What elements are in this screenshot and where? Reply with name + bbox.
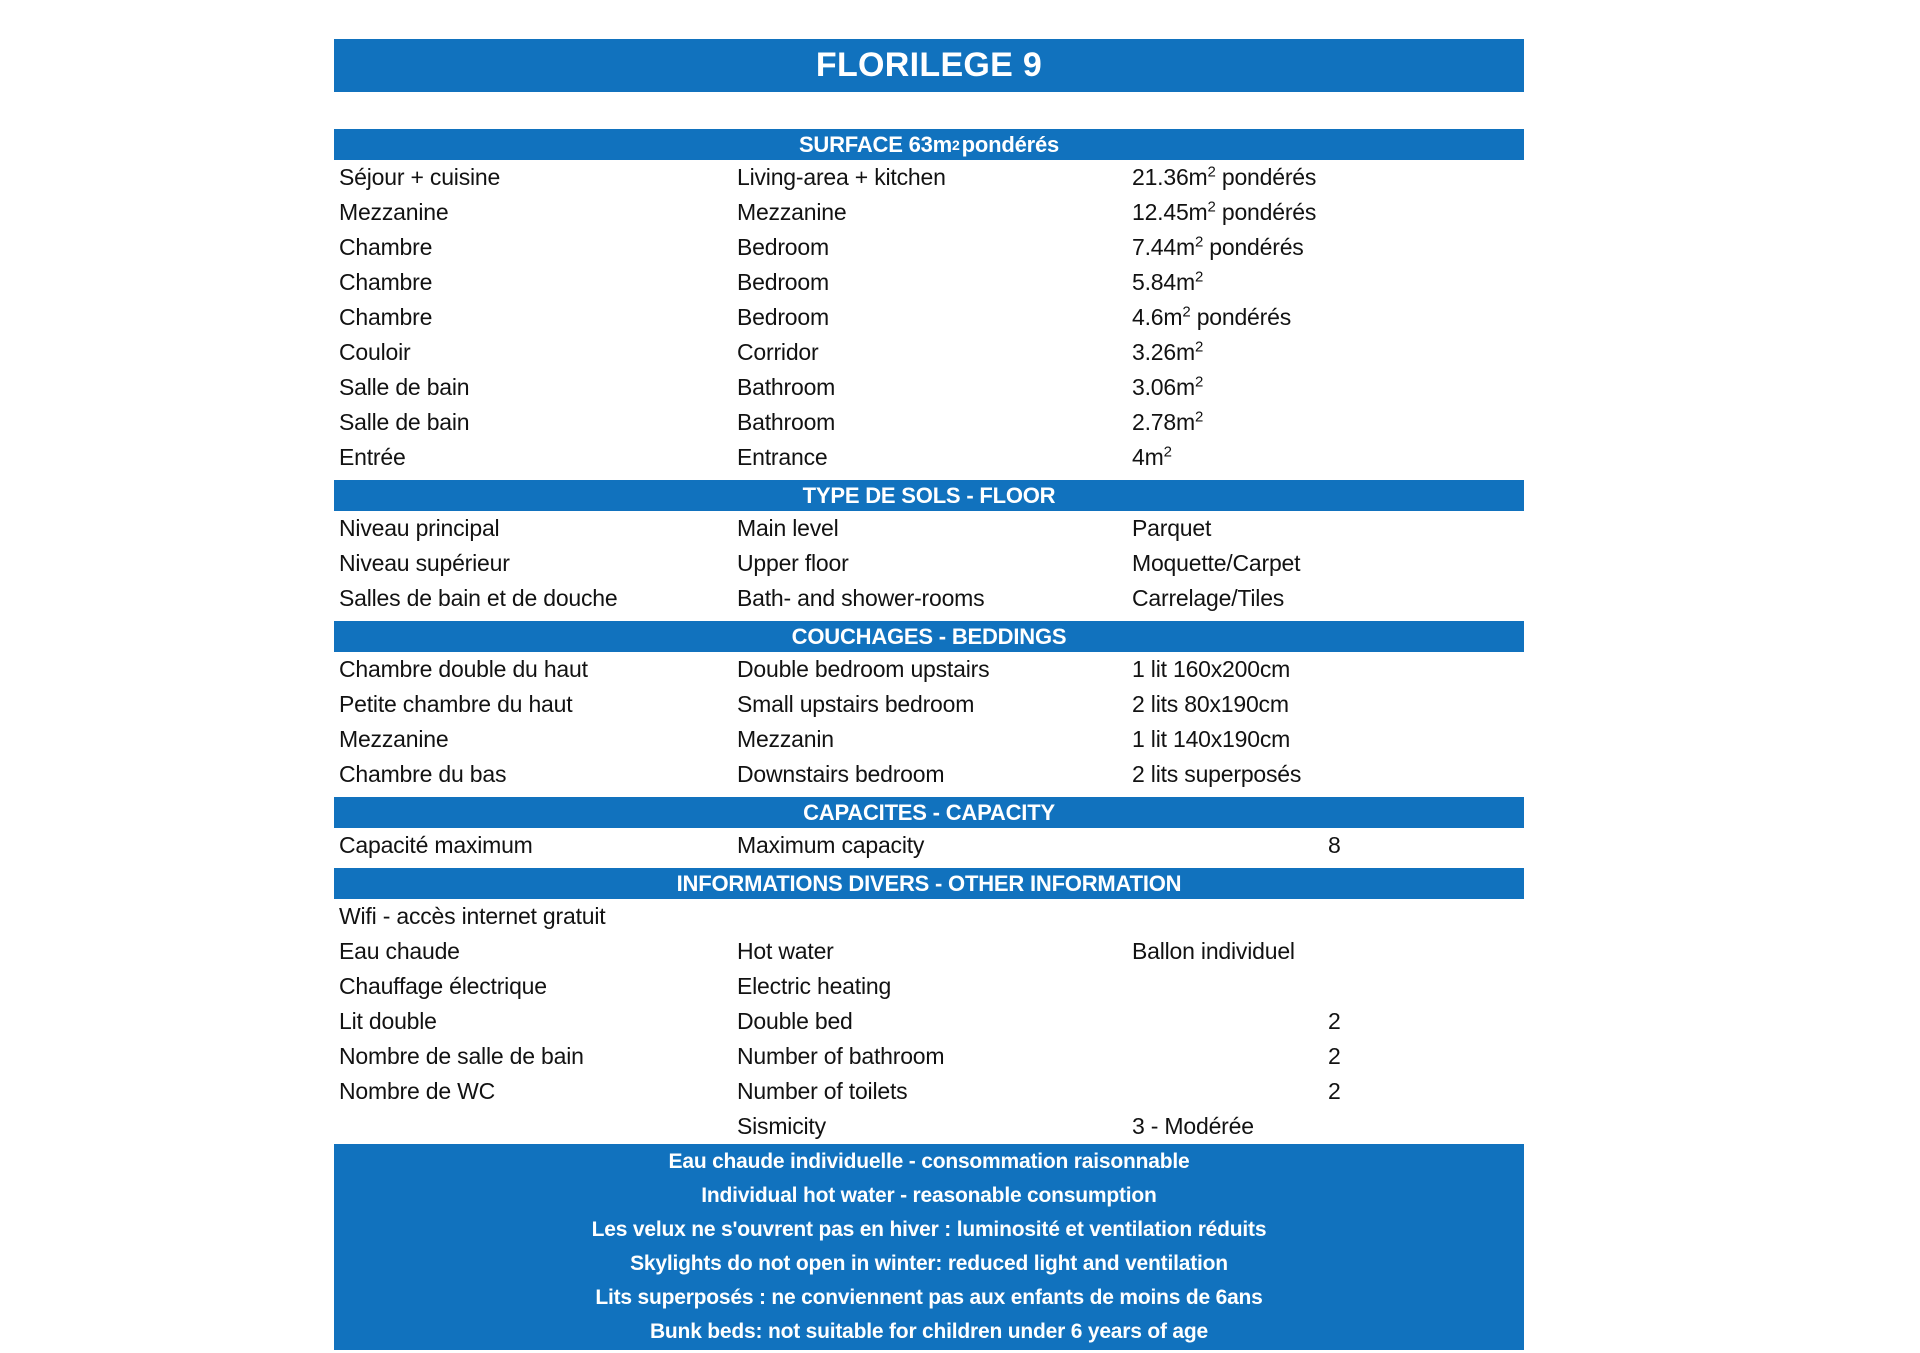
- cell-count: 8: [1328, 832, 1341, 858]
- cell-label-fr: Salles de bain et de douche: [339, 585, 618, 611]
- cell-label-en: Electric heating: [737, 973, 892, 999]
- cell-label-en: Sismicity: [737, 1113, 826, 1139]
- cell-count: 2: [1328, 1078, 1341, 1104]
- cell-value: Parquet: [1132, 515, 1212, 541]
- cell-label-fr: Petite chambre du haut: [339, 691, 573, 717]
- cell-value: 1 lit 160x200cm: [1132, 656, 1291, 682]
- section-header: TYPE DE SOLS - FLOOR: [334, 480, 1524, 511]
- cell-label-fr: Entrée: [339, 444, 406, 470]
- cell-value: 3 - Modérée: [1132, 1113, 1254, 1139]
- cell-value: 2 lits superposés: [1132, 761, 1302, 787]
- section-header: INFORMATIONS DIVERS - OTHER INFORMATION: [334, 868, 1524, 899]
- cell-label-en: Double bedroom upstairs: [737, 656, 990, 682]
- cell-label-en: Entrance: [737, 444, 828, 470]
- cell-label-fr: Chambre du bas: [339, 761, 507, 787]
- table-row: [334, 581, 1524, 616]
- cell-label-fr: Niveau principal: [339, 515, 500, 541]
- cell-label-en: Bedroom: [737, 234, 829, 260]
- cell-label-en: Bath- and shower-rooms: [737, 585, 985, 611]
- footer-line: Bunk beds: not suitable for children under 6 years of age: [649, 1320, 1209, 1343]
- cell-label-en: Double bed: [737, 1008, 853, 1034]
- cell-value: $2.78m^2$: [1132, 408, 1204, 435]
- table-row: [334, 934, 1524, 969]
- table-row: [334, 405, 1524, 440]
- section-rows: [334, 511, 1524, 616]
- section-header: COUCHAGES - BEDDINGS: [334, 621, 1524, 652]
- page-title: FLORILEGE 9: [815, 46, 1043, 84]
- cell-label-en: Bedroom: [737, 304, 829, 330]
- table-row: [334, 335, 1524, 370]
- cell-value: $7.44m^2$ pondérés: [1132, 233, 1304, 260]
- section-header: SURFACE 63m 2 pondérés: [334, 129, 1524, 160]
- table-row: [334, 1039, 1524, 1074]
- table-row: [334, 1074, 1524, 1109]
- cell-value: $21.36m^2$ pondérés: [1132, 163, 1317, 190]
- cell-label-fr: Chambre: [339, 234, 433, 260]
- footer-line: Lits superposés : ne conviennent pas aux enfants de moins de 6ans: [595, 1286, 1263, 1309]
- table-row: [334, 511, 1524, 546]
- cell-label-fr: Chauffage électrique: [339, 973, 547, 999]
- table-row: [334, 546, 1524, 581]
- cell-label-en: Small upstairs bedroom: [737, 691, 975, 717]
- cell-label-fr: Mezzanine: [339, 199, 449, 225]
- table-row: [334, 195, 1524, 230]
- cell-label-en: Upper floor: [737, 550, 849, 576]
- cell-label-en: Corridor: [737, 339, 819, 365]
- cell-label-fr: Lit double: [339, 1008, 437, 1034]
- cell-label-en: Living-area + kitchen: [737, 164, 946, 190]
- cell-value: 1 lit 140x190cm: [1132, 726, 1291, 752]
- cell-label-fr: Salle de bain: [339, 374, 470, 400]
- cell-count: 2: [1328, 1043, 1341, 1069]
- cell-label-fr: Chambre: [339, 304, 433, 330]
- cell-value: $3.26m^2$: [1132, 338, 1204, 365]
- cell-label-fr: Chambre double du haut: [339, 656, 588, 682]
- table-row: [334, 300, 1524, 335]
- cell-value: Carrelage/Tiles: [1132, 585, 1285, 611]
- property-sheet: [334, 39, 1524, 1350]
- cell-value: $12.45m^2$ pondérés: [1132, 198, 1317, 225]
- cell-label-fr: Salle de bain: [339, 409, 470, 435]
- cell-label-fr: Capacité maximum: [339, 832, 533, 858]
- cell-value: Ballon individuel: [1132, 938, 1295, 964]
- cell-value: Moquette/Carpet: [1132, 550, 1301, 576]
- table-row: [334, 969, 1524, 1004]
- title-banner: [334, 39, 1524, 92]
- cell-label-en: Number of bathroom: [737, 1043, 945, 1069]
- section-rows: [334, 160, 1524, 475]
- table-row: [334, 828, 1524, 863]
- table-row: [334, 230, 1524, 265]
- cell-label-en: Maximum capacity: [737, 832, 925, 858]
- table-row: [334, 370, 1524, 405]
- cell-label-fr: Eau chaude: [339, 938, 460, 964]
- footer-line: Eau chaude individuelle - consommation raisonnable: [668, 1150, 1190, 1173]
- cell-label-en: Mezzanine: [737, 199, 847, 225]
- section-header: CAPACITES - CAPACITY: [334, 797, 1524, 828]
- cell-value: $3.06m^2$: [1132, 373, 1204, 400]
- footer-note: [334, 1144, 1524, 1350]
- cell-value: 2 lits 80x190cm: [1132, 691, 1289, 717]
- sections: [334, 129, 1524, 1144]
- table-row: [334, 265, 1524, 300]
- footer-line: Skylights do not open in winter: reduced light and ventilation: [630, 1252, 1228, 1275]
- cell-label-fr: Nombre de salle de bain: [339, 1043, 584, 1069]
- section-rows: [334, 652, 1524, 792]
- table-row: [334, 160, 1524, 195]
- table-row: [334, 440, 1524, 475]
- section-rows: [334, 828, 1524, 863]
- cell-label-en: Mezzanin: [737, 726, 834, 752]
- cell-value: $4m^2$: [1132, 443, 1172, 470]
- cell-label-fr: Niveau supérieur: [339, 550, 510, 576]
- cell-label-en: Bedroom: [737, 269, 829, 295]
- cell-count: 2: [1328, 1008, 1341, 1034]
- table-row: [334, 687, 1524, 722]
- footer-line: Individual hot water - reasonable consumption: [701, 1184, 1157, 1207]
- table-row: [334, 1109, 1524, 1144]
- footer-line: Les velux ne s'ouvrent pas en hiver : luminosité et ventilation réduits: [591, 1218, 1267, 1241]
- table-row: [334, 757, 1524, 792]
- cell-label-fr: Wifi - accès internet gratuit: [339, 903, 606, 929]
- table-row: [334, 1004, 1524, 1039]
- cell-value: $4.6m^2$ pondérés: [1132, 303, 1291, 330]
- cell-label-en: Bathroom: [737, 409, 836, 435]
- cell-label-en: Hot water: [737, 938, 834, 964]
- table-row: [334, 722, 1524, 757]
- cell-label-fr: Mezzanine: [339, 726, 449, 752]
- cell-label-en: Bathroom: [737, 374, 836, 400]
- table-row: [334, 652, 1524, 687]
- table-row: [334, 899, 1524, 934]
- cell-label-fr: Nombre de WC: [339, 1078, 496, 1104]
- cell-label-fr: Couloir: [339, 339, 411, 365]
- cell-value: $5.84m^2$: [1132, 268, 1204, 295]
- cell-label-en: Main level: [737, 515, 839, 541]
- cell-label-fr: Chambre: [339, 269, 433, 295]
- section-rows: [334, 899, 1524, 1144]
- cell-label-fr: Séjour + cuisine: [339, 164, 501, 190]
- cell-label-en: Number of toilets: [737, 1078, 908, 1104]
- cell-label-en: Downstairs bedroom: [737, 761, 945, 787]
